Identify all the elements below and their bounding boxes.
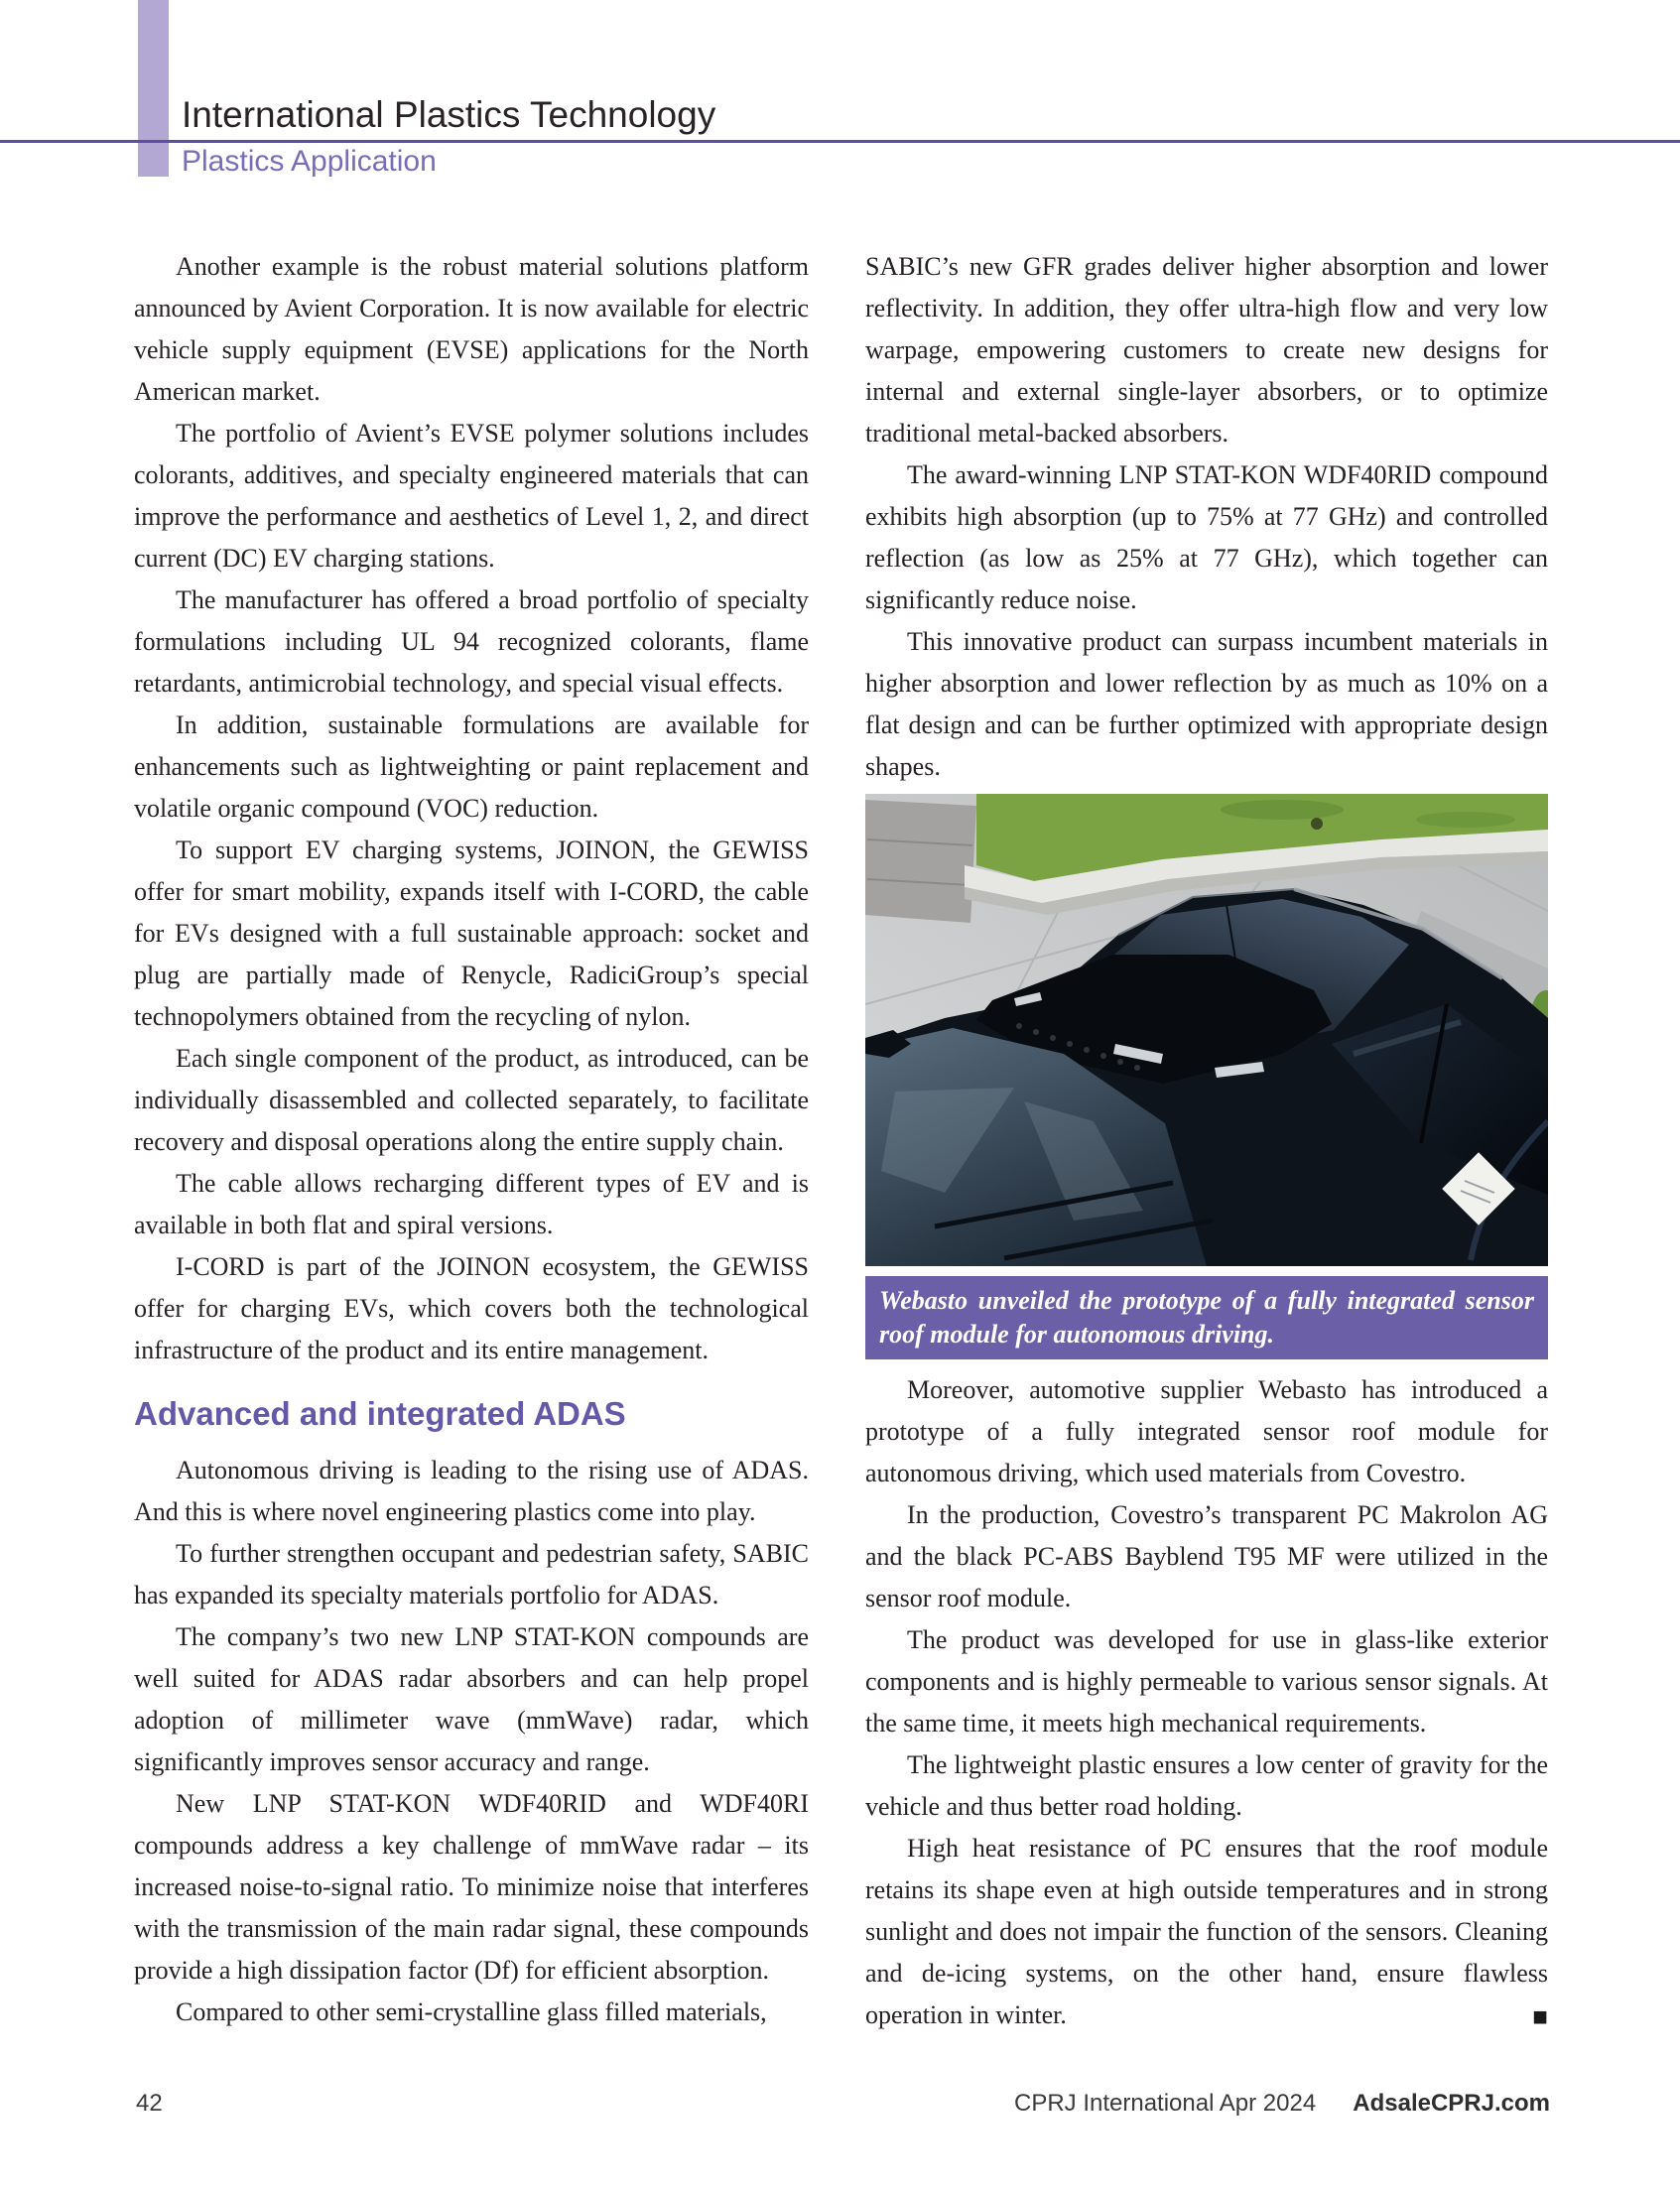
paragraph: The portfolio of Avient’s EVSE polymer solutions includes colorants, additives, and specialty engineered materials that can improve the performance and aesthetics of Level 1, 2, and direct current (DC) EV charging stations. [134,419,809,573]
footer-website: AdsaleCPRJ.com [1353,2090,1550,2117]
paragraph: The cable allows recharging different types of EV and is available in both flat and spiral versions. [134,1169,809,1239]
paragraph [865,1828,1548,2036]
grass-shade [1221,800,1344,820]
paragraph: The lightweight plastic ensures a low center of gravity for the vehicle and thus better road holding. [865,1750,1548,1821]
paragraph: New LNP STAT-KON WDF40RID and WDF40RI compounds address a key challenge of mmWave radar – its increased noise-to-signal ratio. To minimize noise that interferes with the transmission of the main radar signal, these compounds provide a high dissipation factor (Df) for efficient absorption. [134,1789,809,1985]
header-rule [0,140,1680,143]
paragraph: In addition, sustainable formulations are available for enhancements such as lightweighting or paint replacement and volatile organic compound (VOC) reduction. [134,710,809,823]
paragraph: SABIC’s new GFR grades deliver higher absorption and lower reflectivity. In addition, they offer ultra-high flow and very low warpage, empowering customers to create new designs for internal and external single-layer absorbers, or to optimize traditional metal-backed absorbers. [865,252,1548,448]
paragraph-text: High heat resistance of PC ensures that the roof module retains its shape even at high outside temperatures and in strong sunlight and does not impair the function of the sensors. Cleaning and de-icing systems, on the other hand, ensure flawless operation in winter. [865,1834,1548,2029]
right-column [865,246,1548,2036]
adas-heading: Advanced and integrated ADAS [134,1395,626,1432]
paragraph: Each single component of the product, as introduced, can be individually disassembled and collected separately, to facilitate recovery and disposal operations along the entire supply chain. [134,1044,809,1156]
paragraph: In the production, Covestro’s transparent PC Makrolon AG and the black PC-ABS Bayblend T95 MF were utilized in the sensor roof module. [865,1500,1548,1612]
paragraph: Autonomous driving is leading to the rising use of ADAS. And this is where novel engineering plastics come into play. [134,1456,809,1526]
page-number: 42 [136,2090,163,2117]
paragraph: The award-winning LNP STAT-KON WDF40RID compound exhibits high absorption (up to 75% at 77 GHz) and controlled reflection (as low as 25% at 77 GHz), which together can significantly reduce noise. [865,460,1548,614]
section-title: Plastics Application [182,145,437,178]
sensor-roof-photo-illustration [865,794,1548,1266]
grass-shade [1416,812,1515,828]
paragraph: Compared to other semi-crystalline glass filled materials, [176,1997,767,2026]
paragraph: To further strengthen occupant and pedestrian safety, SABIC has expanded its specialty materials portfolio for ADAS. [134,1539,809,1609]
paragraph: This innovative product can surpass incumbent materials in higher absorption and lower reflection by as much as 10% on a flat design and can be further optimized with appropriate design shapes. [865,627,1548,781]
paragraph: To support EV charging systems, JOINON, the GEWISS offer for smart mobility, expands itself with I-CORD, the cable for EVs designed with a full sustainable approach: socket and plug are partially made of Renycle, RadiciGroup’s special technopolymers obtained from the recycling of nylon. [134,836,809,1031]
header-accent-bar [138,0,169,177]
stone-wall-left [865,800,976,923]
paragraph: The company’s two new LNP STAT-KON compounds are well suited for ADAS radar absorbers and can help propel adoption of millimeter wave (mmWave) radar, which significantly improves sensor accuracy and range. [134,1622,809,1776]
tree-base [1311,818,1323,830]
footer-issue: CPRJ International Apr 2024 [1014,2090,1317,2117]
paragraph: The manufacturer has offered a broad portfolio of specialty formulations including UL 94 recognized colorants, flame retardants, antimicrobial technology, and special visual effects. [134,585,809,698]
paragraph: Moreover, automotive supplier Webasto has introduced a prototype of a fully integrated sensor roof module for autonomous driving, which used materials from Covestro. [865,1375,1548,1487]
article-end-mark: ■ [1532,2002,1548,2031]
paragraph: The product was developed for use in glass-like exterior components and is highly permeable to various sensor signals. At the same time, it meets high mechanical requirements. [865,1625,1548,1738]
page-footer [0,2090,1680,2124]
magazine-title: International Plastics Technology [182,94,716,135]
photo-caption: Webasto unveiled the prototype of a fully integrated sensor roof module for autonomous driving. [865,1276,1548,1359]
paragraph: Another example is the robust material solutions platform announced by Avient Corporation. It is now available for electric vehicle supply equipment (EVSE) applications for the North American market. [134,252,809,406]
left-column [134,246,809,2033]
sensor-roof-photo [865,794,1548,1266]
paragraph: I-CORD is part of the JOINON ecosystem, the GEWISS offer for charging EVs, which covers both the technological infrastructure of the product and its entire management. [134,1252,809,1364]
